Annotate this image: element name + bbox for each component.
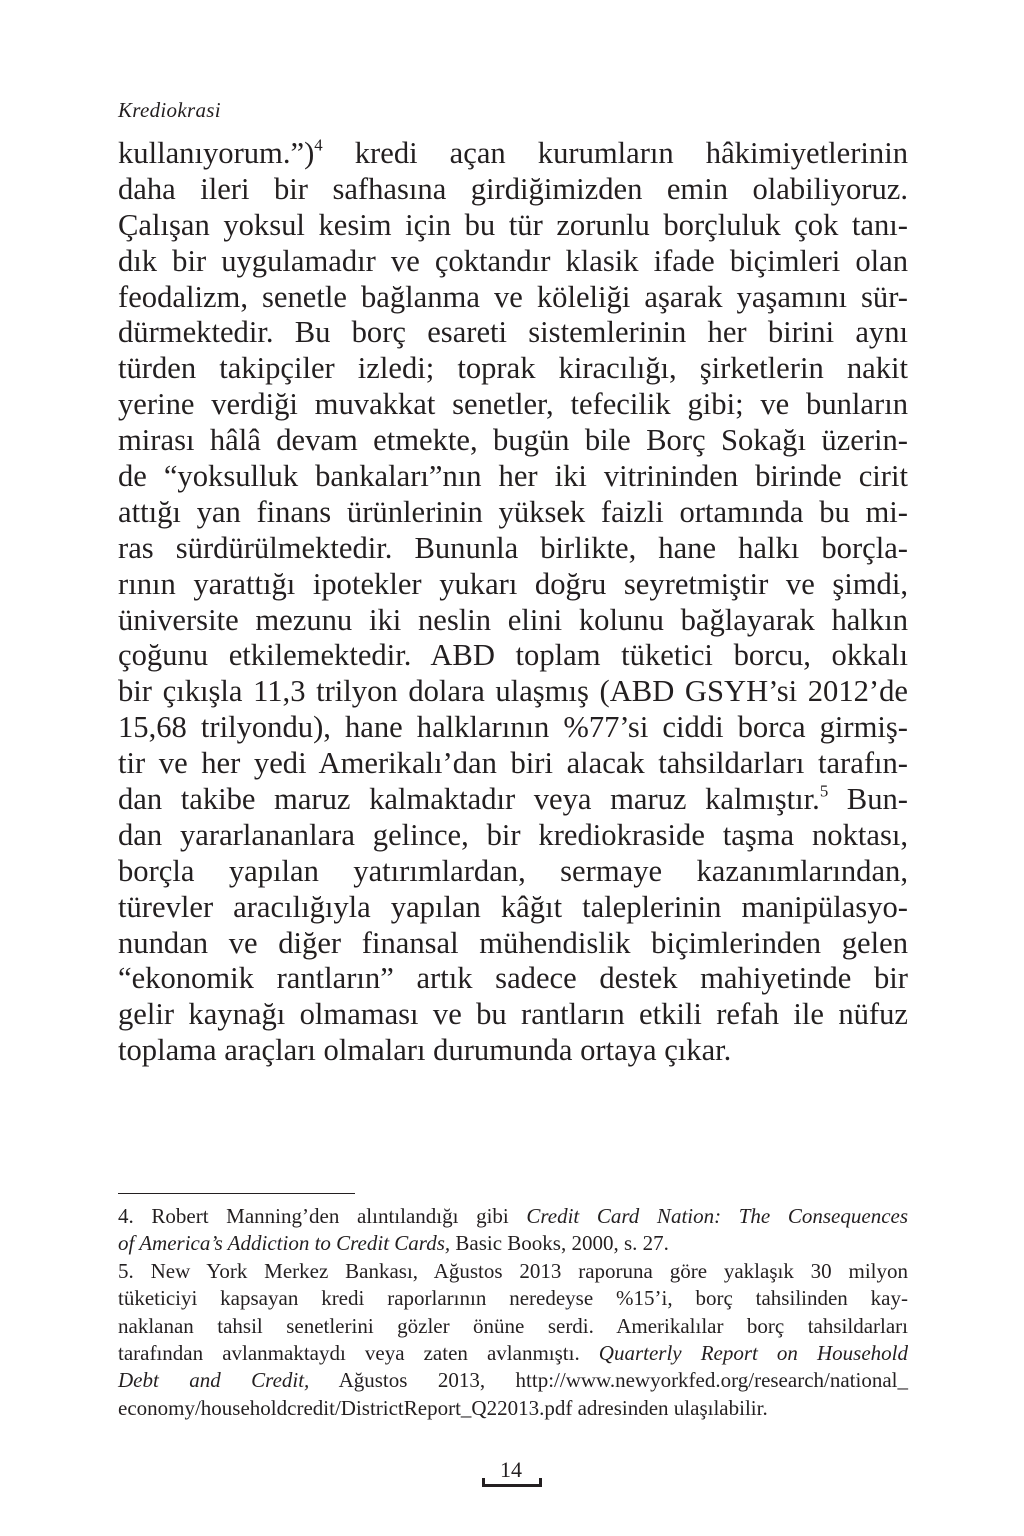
page-number-rule [482,1484,542,1487]
body-line: yerine verdiği muvakkat senetler, tefecilik gibi; ve bunların [118,387,908,422]
body-line: dan yararlananlara gelince, bir krediokraside taşma noktası, [118,817,908,852]
footnotes [118,1203,908,1422]
body-line: dık bir uygulamadır ve çoktandır klasik ifade biçimleri olan [118,243,908,278]
body-line: de “yoksulluk bankaları”nın her iki vitrininden birinde cirit [118,459,908,494]
page-number: 14 [500,1457,522,1482]
footnote-ref: 4 [314,135,323,155]
body-line: ras sürdürülmektedir. Bununla birlikte, hane halkı borçla- [118,530,908,565]
footnote-line: 5. New York Merkez Bankası, Ağustos 2013 raporuna göre yaklaşık 30 milyon [118,1258,908,1283]
body-line: rının yarattığı ipotekler yukarı doğru seyretmiştir ve şimdi, [118,566,908,601]
body-line: gelir kaynağı olmaması ve bu rantların etkili refah ile nüfuz [118,997,908,1032]
body-line: nundan ve diğer finansal mühendislik biçimlerinden gelen [118,925,908,960]
body-line: attığı yan finans ürünlerinin yüksek faizli ortamında bu mi- [118,494,908,529]
footnote-line: Debt and Credit, Ağustos 2013, http://www.newyorkfed.org/research/national_ [118,1368,908,1393]
body-line: 15,68 trilyondu), hane halklarının %77’si ciddi borca girmiş- [118,710,908,745]
footnote-line: tarafından avlanmaktaydı veya zaten avlanmıştı. Quarterly Report on Household [118,1340,908,1365]
body-line: türden takipçiler izledi; toprak kiracılığı, şirketlerin nakit [118,351,908,386]
body-line: borçla yapılan yatırımlardan, sermaye kazanımlarından, [118,853,908,888]
running-head: Krediokrasi [118,98,221,122]
body-line: mirası hâlâ devam etmekte, bugün bile Borç Sokağı üzerin- [118,423,908,458]
body-line: tir ve her yedi Amerikalı’dan biri alacak tahsildarları tarafın- [118,746,908,781]
body-line: dürmektedir. Bu borç esareti sistemlerinin her birini aynı [118,315,908,350]
footnote-ref: 5 [819,781,829,801]
body-line: üniversite mezunu iki neslin elini kolunu bağlayarak halkın [118,602,908,637]
footnote-line: naklanan tahsil senetlerini gözler önüne serdi. Amerikalılar borç tahsildarları [118,1313,908,1338]
body-line: daha ileri bir safhasına girdiğimizden emin olabiliyoruz. [118,171,908,206]
body-line: türevler aracılığıyla yapılan kâğıt taleplerinin manipülasyo- [118,889,908,924]
body-line: kullanıyorum.”)$^4$ kredi açan kurumların hâkimiyetlerinin [118,135,908,170]
page-number-rule-tick-left [482,1478,485,1487]
footnote-separator [118,1193,355,1194]
body-line: bir çıkışla 11,3 trilyon dolara ulaşmış (ABD GSYH’si 2012’de [118,674,908,709]
body-line: dan takibe maruz kalmaktadır veya maruz kalmıştır.$^5$ Bun- [118,781,908,817]
footnote-line: tüketiciyi kapsayan kredi raporlarının neredeyse %15’i, borç tahsilinden kay- [118,1286,908,1311]
body-line: Çalışan yoksul kesim için bu tür zorunlu borçluluk çok tanı- [118,207,908,242]
footnote-line: 4. Robert Manning’den alıntılandığı gibi Credit Card Nation: The Consequences [118,1204,909,1228]
body-text [118,136,908,1069]
body-line: “ekonomik rantların” artık sadece destek mahiyetinde bir [118,961,908,996]
body-line: toplama araçları olmaları durumunda ortaya çıkar. [118,1033,732,1068]
footnote-line: economy/householdcredit/DistrictReport_Q22013.pdf adresinden ulaşılabilir. [118,1395,768,1420]
page-number-rule-tick-right [539,1478,542,1487]
body-line: feodalizm, senetle bağlanma ve köleliği aşarak yaşamını sür- [118,279,908,314]
body-line: çoğunu etkilemektedir. ABD toplam tüketici borcu, okkalı [118,638,908,673]
footnote-line: of America’s Addiction to Credit Cards, Basic Books, 2000, s. 27. [118,1231,669,1256]
